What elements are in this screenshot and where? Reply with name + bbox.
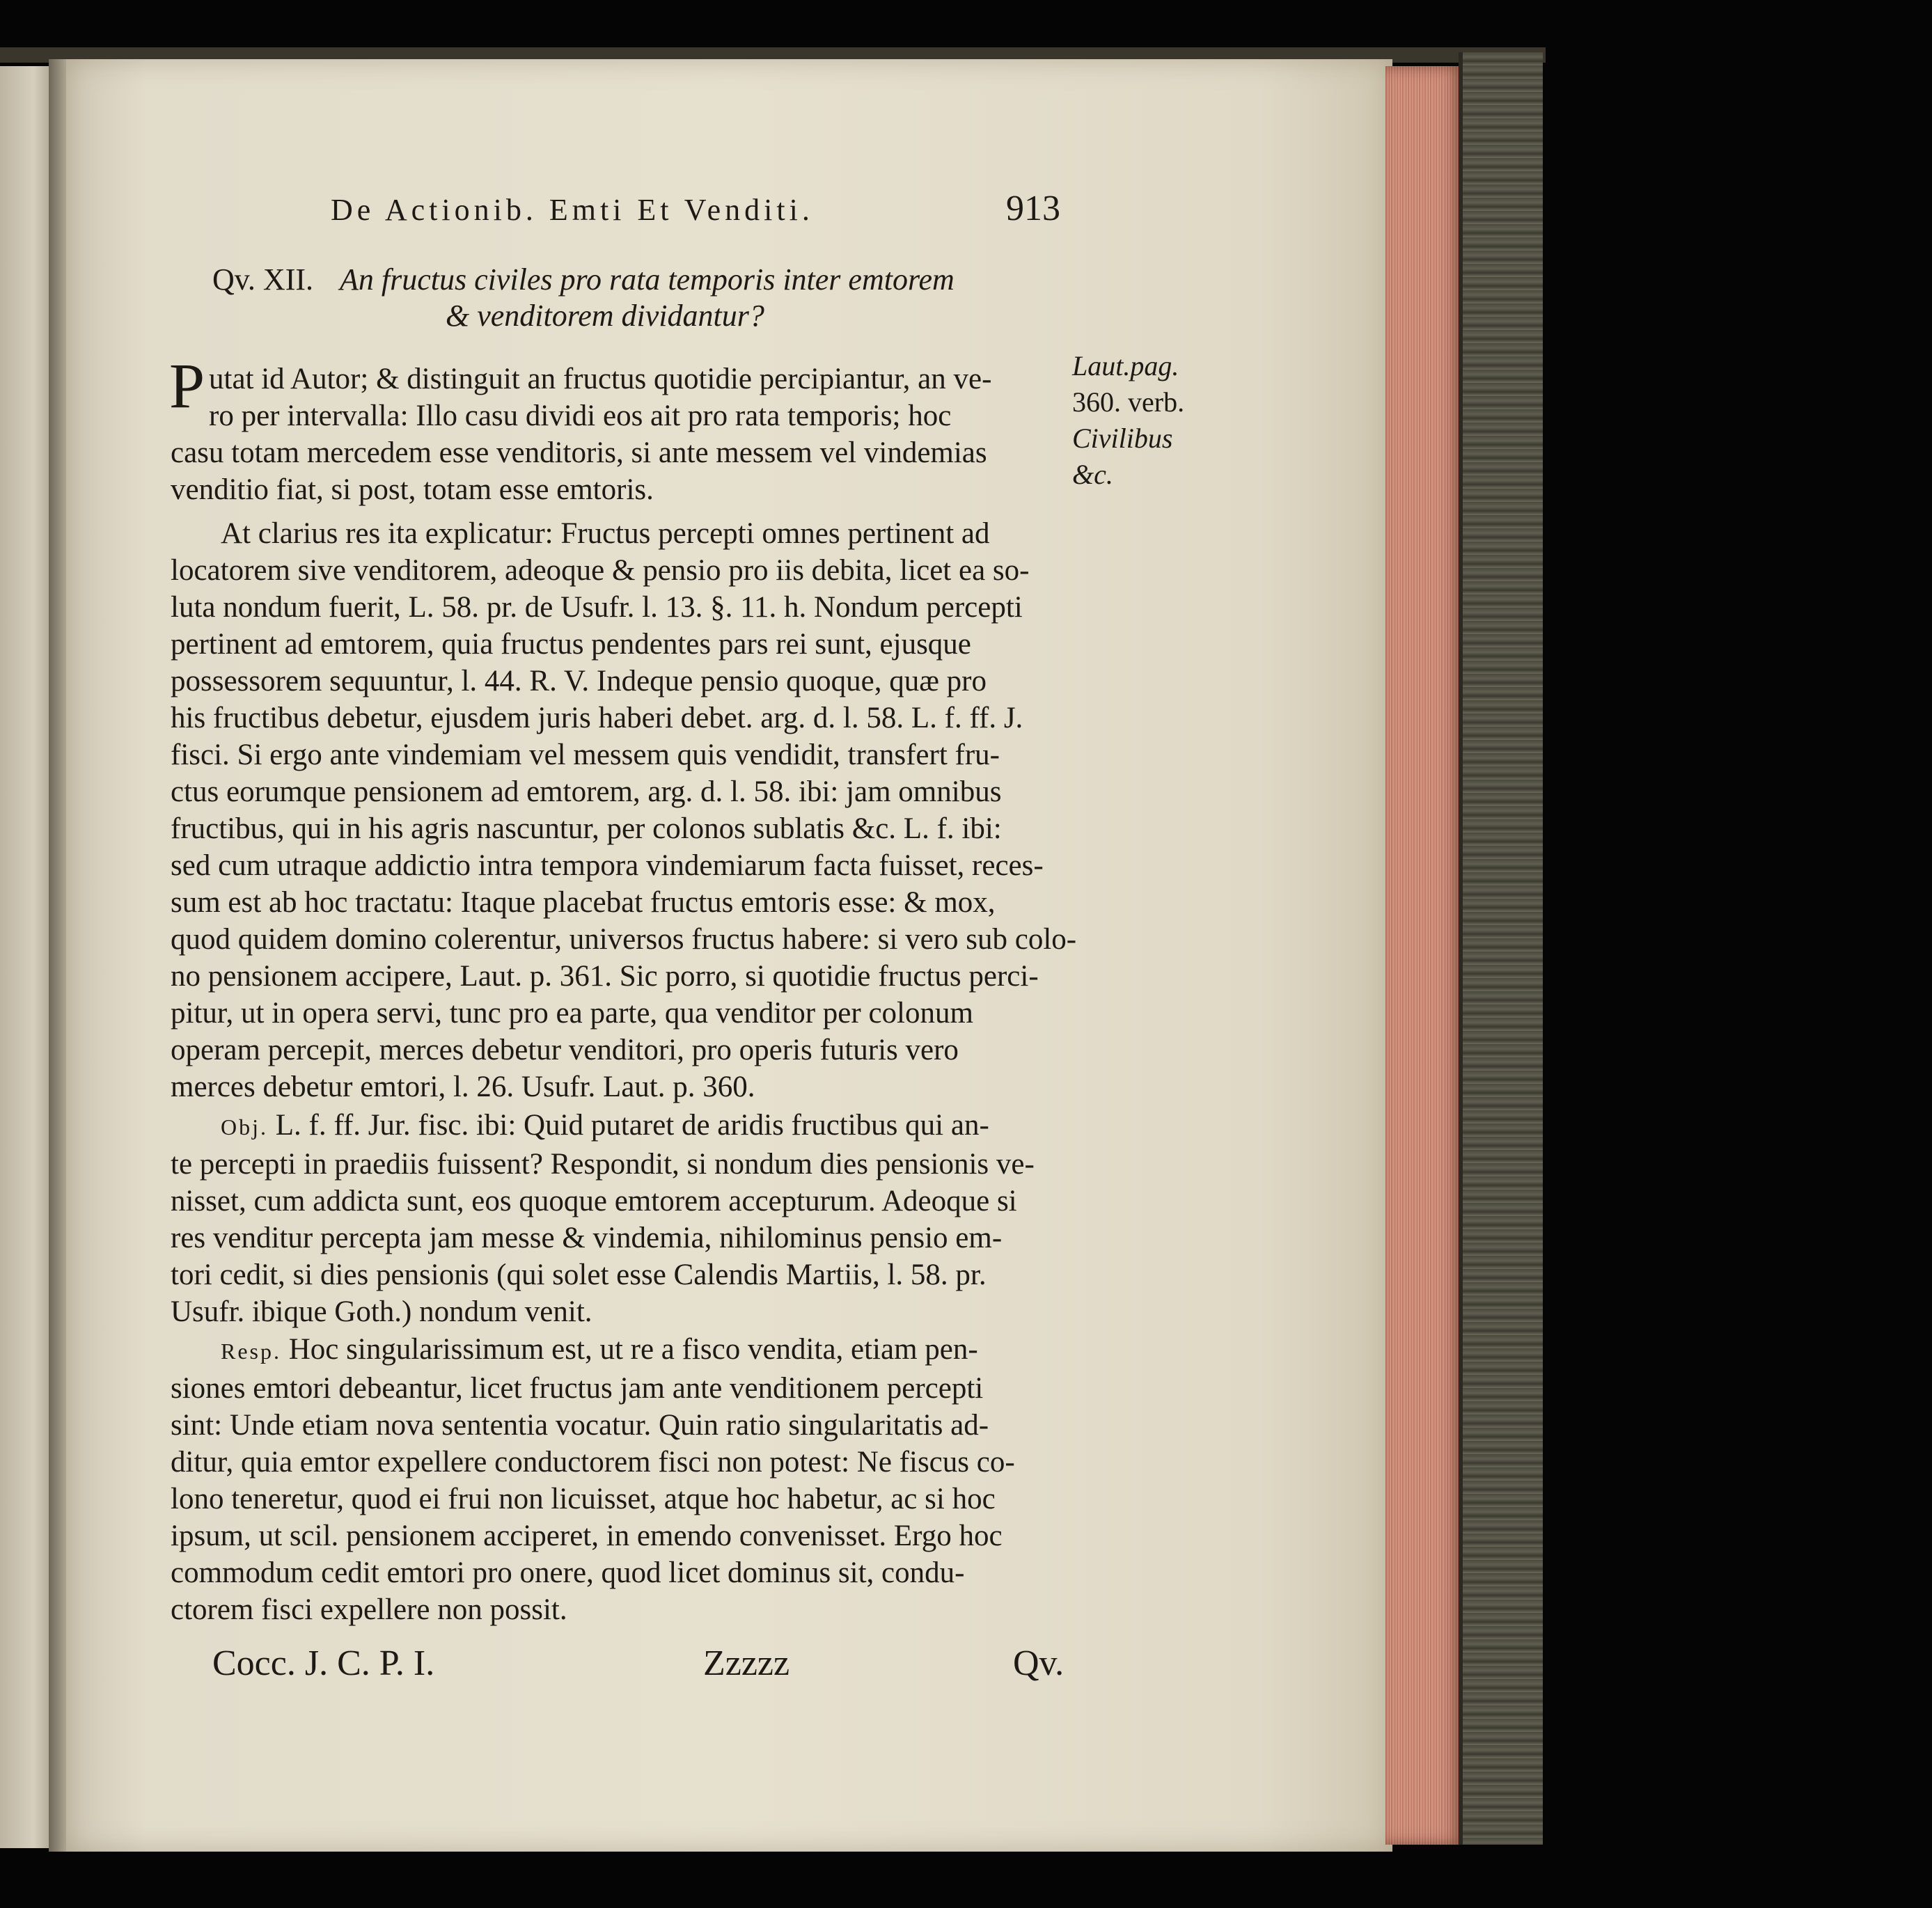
page-fore-edges <box>1385 66 1462 1845</box>
objection-line3: nisset, cum addicta sunt, eos quoque emtorem accepturum. Adeoque si <box>171 1185 1017 1217</box>
response-line3: sint: Unde etiam nova sententia vocatur. Quin ratio singularitatis ad- <box>171 1409 989 1442</box>
response-line4: ditur, quia emtor expellere conductorem fisci non potest: Ne fiscus co- <box>171 1446 1015 1479</box>
marginal-note-line1: Laut.pag. <box>1072 350 1179 381</box>
page-number: 913 <box>1006 189 1060 228</box>
drop-cap: P <box>169 350 205 421</box>
running-title: De Actionib. Emti Et Venditi. <box>331 193 814 227</box>
para1-line3: casu totam mercedem esse venditoris, si ante messem vel vindemias <box>171 436 987 469</box>
para2-line9: fructibus, qui in his agris nascuntur, per colonos sublatis &c. L. f. ibi: <box>171 812 1002 845</box>
response-line6: ipsum, ut scil. pensionem acciperet, in emendo convenisset. Ergo hoc <box>171 1520 1003 1552</box>
question-title-line2: & venditorem dividantur? <box>446 299 764 333</box>
response-line7: commodum cedit emtori pro onere, quod licet dominus sit, condu- <box>171 1556 965 1589</box>
question-label: Qv. XII. <box>212 262 313 297</box>
para2-line16: merces debetur emtori, l. 26. Usufr. Laut. p. 360. <box>171 1071 755 1103</box>
facing-page-edge <box>0 66 56 1848</box>
objection-line2: te percepti in praediis fuissent? Respondit, si nondum dies pensionis ve- <box>171 1148 1035 1181</box>
para2-line2: locatorem sive venditorem, adeoque & pensio pro iis debita, licet ea so- <box>171 554 1030 587</box>
response-line1: Hoc singularissimum est, ut re a fisco vendita, etiam pen- <box>288 1333 978 1366</box>
para2-line10: sed cum utraque addictio intra tempora vindemiarum facta fuisset, reces- <box>171 849 1044 882</box>
objection-line1: L. f. ff. Jur. fisc. ibi: Quid putaret de aridis fructibus qui an- <box>275 1109 989 1142</box>
objection-line4: res venditur percepta jam messe & vindemia, nihilominus pensio em- <box>171 1222 1003 1254</box>
para2-line3: luta nondum fuerit, L. 58. pr. de Usufr. l. 13. §. 11. h. Nondum percepti <box>171 591 1023 624</box>
para2-line8: ctus eorumque pensionem ad emtorem, arg. d. l. 58. ibi: jam omnibus <box>171 775 1002 808</box>
question-title-line1: An fructus civiles pro rata temporis inter emtorem <box>340 262 955 297</box>
para1-line2: ro per intervalla: Illo casu dividi eos ait pro rata temporis; hoc <box>209 400 952 432</box>
response-line2: siones emtori debeantur, licet fructus jam ante venditionem percepti <box>171 1372 984 1405</box>
para2-line1: At clarius res ita explicatur: Fructus percepti omnes pertinent ad <box>221 517 990 550</box>
para2-line13: no pensionem accipere, Laut. p. 361. Sic porro, si quotidie fructus perci- <box>171 960 1039 993</box>
para2-line6: his fructibus debetur, ejusdem juris haberi debet. arg. d. l. 58. L. f. ff. J. <box>171 702 1023 734</box>
para2-line14: pitur, ut in opera servi, tunc pro ea parte, qua venditor per colonum <box>171 997 973 1030</box>
marginal-note-line4: &c. <box>1072 459 1113 490</box>
book-cover-marbled <box>1459 52 1543 1845</box>
para2-line7: fisci. Si ergo ante vindemiam vel messem quis vendidit, transfert fru- <box>171 739 1000 771</box>
response-line5: lono teneretur, quod ei frui non licuisset, atque hoc habetur, ac si hoc <box>171 1483 996 1515</box>
para2-line4: pertinent ad emtorem, quia fructus pendentes pars rei sunt, ejusque <box>171 628 971 661</box>
catchword: Qv. <box>1013 1643 1065 1683</box>
para1-line4: venditio fiat, si post, totam esse emtoris. <box>171 473 654 506</box>
objection-label: Obj. <box>221 1114 268 1140</box>
paragraph-2 <box>171 515 1077 1105</box>
marginal-note-line2: 360. verb. <box>1072 386 1185 418</box>
para2-line15: operam percepit, merces debetur venditori, pro operis futuris vero <box>171 1034 959 1066</box>
signature-mark: Zzzzz <box>703 1643 790 1683</box>
response-label: Resp. <box>221 1339 281 1364</box>
para2-line5: possessorem sequuntur, l. 44. R. V. Indeque pensio quoque, quæ pro <box>171 665 987 697</box>
para2-line11: sum est ab hoc tractatu: Itaque placebat fructus emtoris esse: & mox, <box>171 886 996 919</box>
para2-line12: quod quidem domino colerentur, universos fructus habere: si vero sub colo- <box>171 923 1077 956</box>
footer-author: Cocc. J. C. P. I. <box>212 1643 435 1683</box>
para1-line1: utat id Autor; & distinguit an fructus quotidie percipiantur, an ve- <box>209 363 992 395</box>
marginal-note-line3: Civilibus <box>1072 423 1173 454</box>
response-line8: ctorem fisci expellere non possit. <box>171 1593 567 1626</box>
objection-line5: tori cedit, si dies pensionis (qui solet esse Calendis Martiis, l. 58. pr. <box>171 1259 987 1291</box>
response-paragraph <box>171 1331 1062 1628</box>
objection-line6: Usufr. ibique Goth.) nondum venit. <box>171 1295 592 1328</box>
objection-paragraph <box>171 1107 1062 1330</box>
